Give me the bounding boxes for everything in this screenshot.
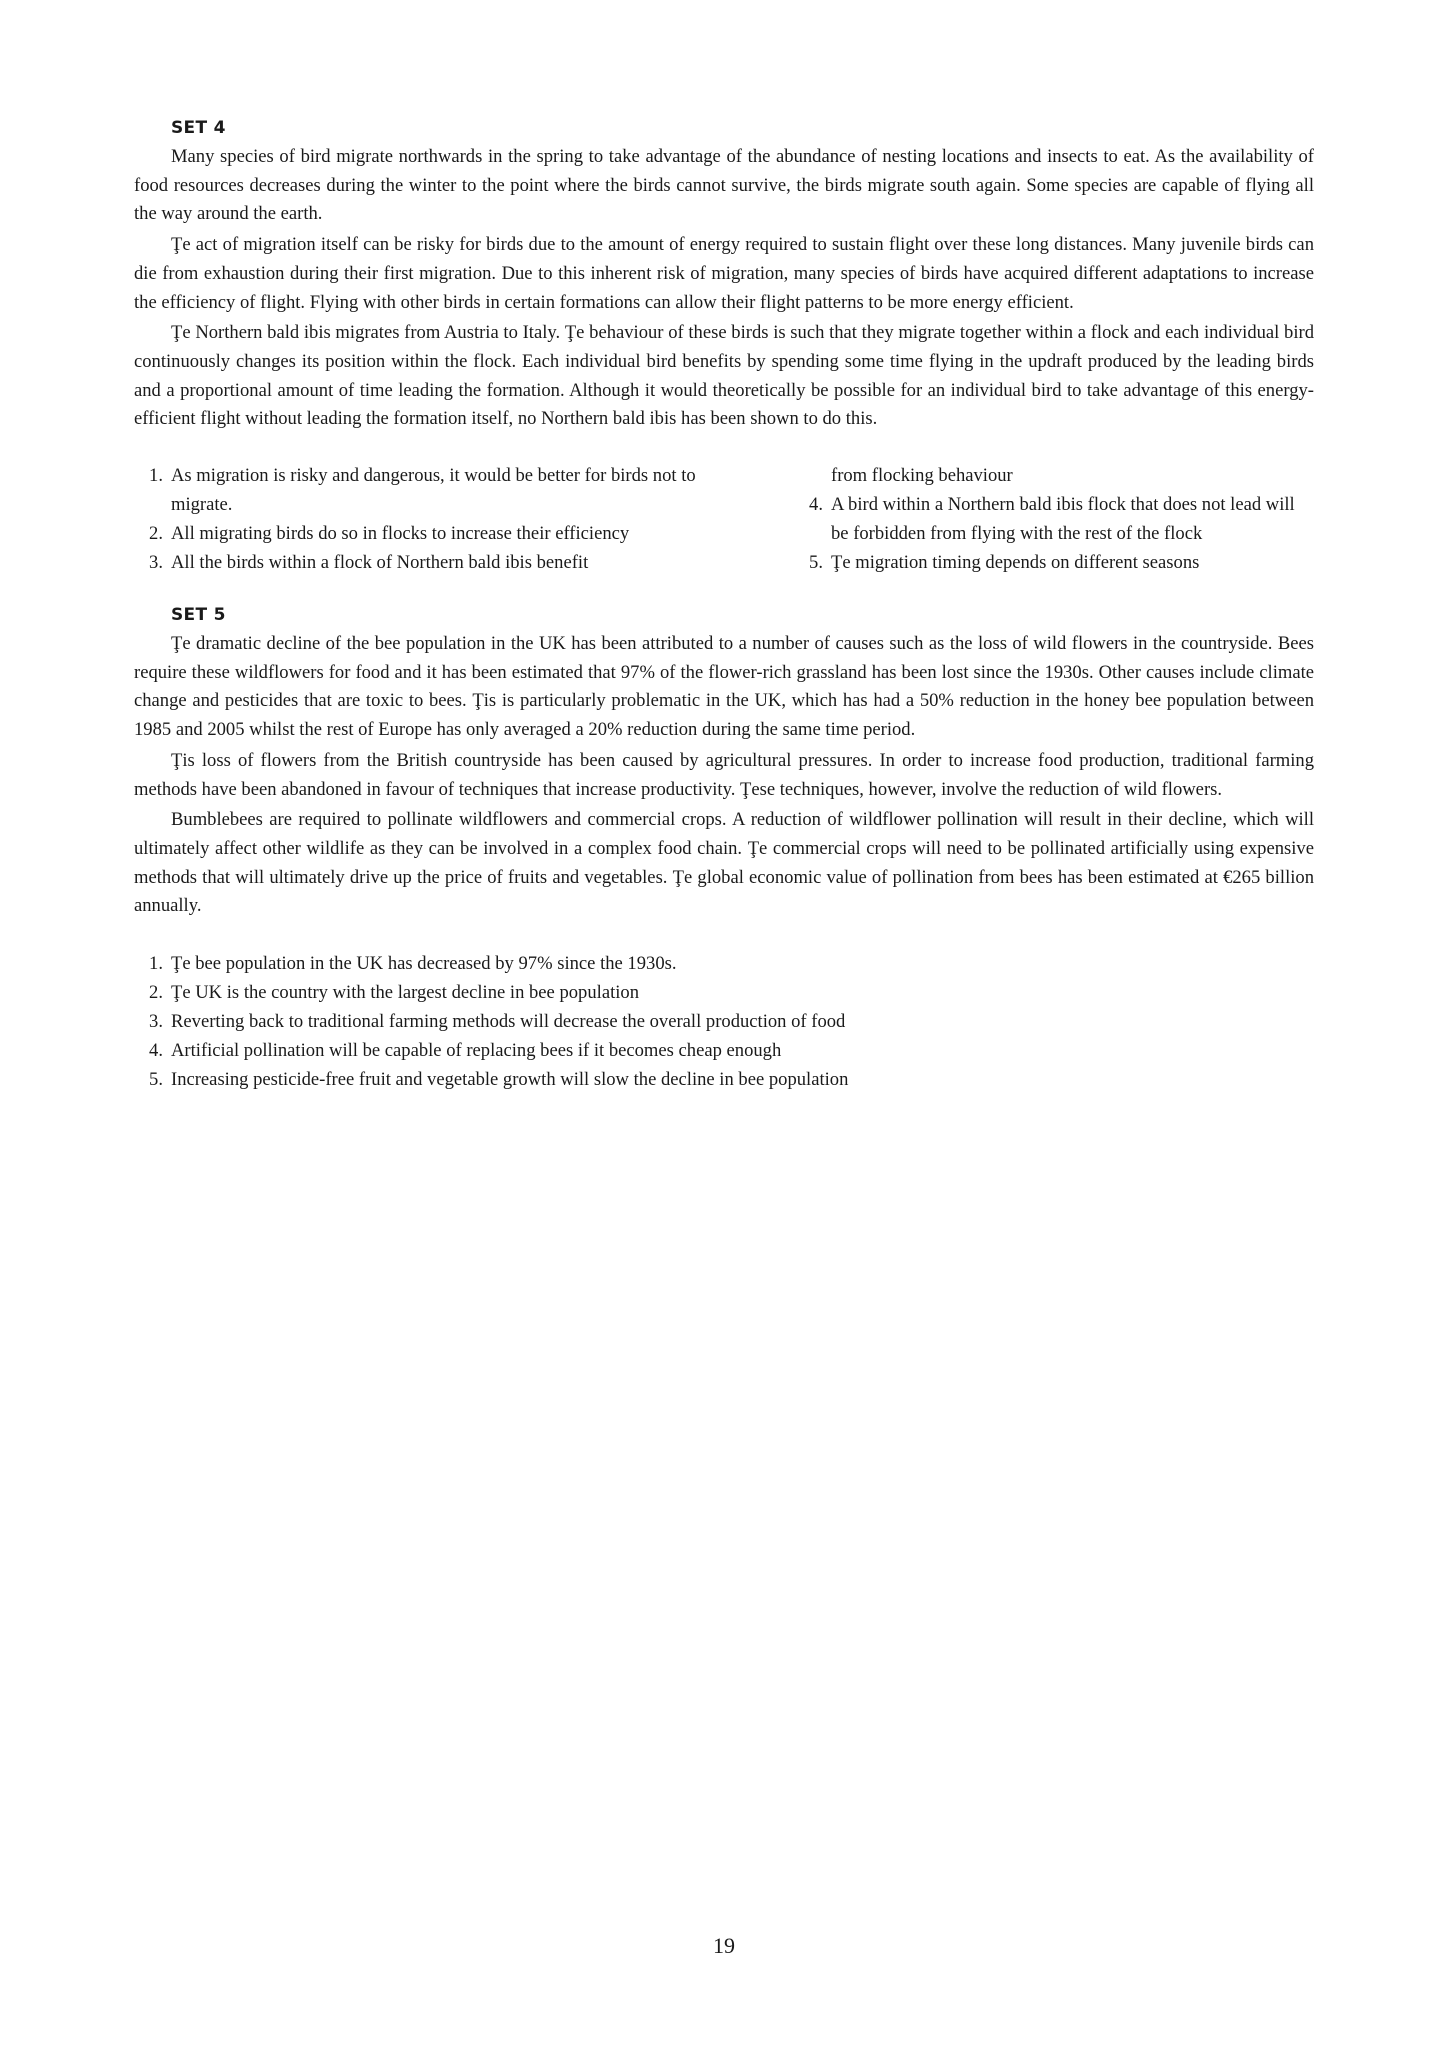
set-5-statements bbox=[134, 949, 1314, 1094]
statements-right-column bbox=[794, 461, 1314, 577]
set-4-paragraph: Many species of bird migrate northwards in the spring to take advantage of the abundance of nesting locations and insects to eat. As the availability of food resources decreases during the winter to the point where the birds cannot survive, the birds migrate south again. Some species are capable of flying all the way around the earth. bbox=[134, 146, 1314, 225]
statement-text: A bird within a Northern bald ibis flock that does not lead will be forbidden from flying with the rest of the flock bbox=[831, 494, 1295, 545]
statement-text: Artificial pollination will be capable of replacing bees if it becomes cheap enough bbox=[171, 1040, 782, 1062]
statement-item bbox=[794, 490, 1314, 548]
statement-text: As migration is risky and dangerous, it would be better for birds not to migrate. bbox=[171, 465, 696, 516]
statement-text: All the birds within a flock of Northern bald ibis benefit bbox=[171, 552, 589, 574]
set-4-section bbox=[134, 118, 1314, 577]
set-5-section bbox=[134, 605, 1314, 1094]
statement-number: 5. bbox=[809, 552, 823, 574]
statement-number: 3. bbox=[149, 1011, 163, 1033]
statement-item bbox=[134, 548, 699, 577]
set-5-heading: SET 5 bbox=[171, 605, 226, 626]
statement-item bbox=[134, 1036, 1314, 1065]
statement-number: 3. bbox=[149, 552, 163, 574]
statement-number: 1. bbox=[149, 953, 163, 975]
statement-text: Increasing pesticide-free fruit and vegetable growth will slow the decline in bee population bbox=[171, 1069, 849, 1091]
set-4-paragraph: Ţe act of migration itself can be risky for birds due to the amount of energy required to sustain flight over these long distances. Many juvenile birds can die from exhaustion during their first migration. Due to this inherent risk of migration, many species of birds have acquired different adaptations to increase the efficiency of flight. Flying with other birds in certain formations can allow their flight patterns to be more energy efficient. bbox=[134, 234, 1314, 313]
statement-item bbox=[134, 519, 699, 548]
set-4-statements bbox=[134, 461, 1314, 577]
statement-number: 5. bbox=[149, 1069, 163, 1091]
statement-item bbox=[134, 461, 699, 519]
statement-item bbox=[134, 978, 1314, 1007]
statement-text: Ţe migration timing depends on different seasons bbox=[831, 552, 1200, 574]
statement-item bbox=[134, 1007, 1314, 1036]
statement-number: 1. bbox=[149, 465, 163, 487]
statement-continuation: from flocking behaviour bbox=[831, 465, 1013, 487]
set-4-heading: SET 4 bbox=[171, 118, 226, 138]
set-5-paragraph: Bumblebees are required to pollinate wildflowers and commercial crops. A reduction of wildflower pollination will result in their decline, which will ultimately affect other wildlife as they can be involved in a complex food chain. Ţe commercial crops will need to be pollinated artificially using expensive methods that will ultimately drive up the price of fruits and vegetables. Ţe global economic value of pollination from bees has been estimated at €265 billion annually. bbox=[134, 809, 1314, 917]
statement-number: 4. bbox=[149, 1040, 163, 1062]
set-5-paragraph: Ţe dramatic decline of the bee population in the UK has been attributed to a number of causes such as the loss of wild flowers in the countryside. Bees require these wildflowers for food and it has been estimated that 97% of the flower-rich grassland has been lost since the 1930s. Other causes include climate change and pesticides that are toxic to bees. Ţis is particularly problematic in the UK, which has had a 50% reduction in the honey bee population between 1985 and 2005 whilst the rest of Europe has only averaged a 20% reduction during the same time period. bbox=[134, 633, 1314, 741]
statement-number: 4. bbox=[809, 494, 823, 516]
statement-text: Ţe UK is the country with the largest decline in bee population bbox=[171, 982, 639, 1004]
statement-number: 2. bbox=[149, 523, 163, 545]
statement-text: All migrating birds do so in flocks to increase their efficiency bbox=[171, 523, 630, 545]
page-number: 19 bbox=[713, 1933, 735, 1958]
statement-text: Ţe bee population in the UK has decreased by 97% since the 1930s. bbox=[171, 953, 677, 975]
statements-left-column bbox=[134, 461, 699, 577]
statement-number: 2. bbox=[149, 982, 163, 1004]
statement-item bbox=[794, 548, 1314, 577]
page-content bbox=[134, 118, 1314, 1094]
set-4-paragraph: Ţe Northern bald ibis migrates from Austria to Italy. Ţe behaviour of these birds is such that they migrate together within a flock and each individual bird continuously changes its position within the flock. Each individual bird benefits by spending some time flying in the updraft produced by the leading birds and a proportional amount of time leading the formation. Although it would theoretically be possible for an individual bird to take advantage of this energy-efficient flight without leading the formation itself, no Northern bald ibis has been shown to do this. bbox=[134, 322, 1314, 430]
set-5-paragraph: Ţis loss of flowers from the British countryside has been caused by agricultural pressures. In order to increase food production, traditional farming methods have been abandoned in favour of techniques that increase productivity. Ţese techniques, however, involve the reduction of wild flowers. bbox=[134, 749, 1314, 800]
statement-item bbox=[134, 1065, 1314, 1094]
statement-text: Reverting back to traditional farming methods will decrease the overall production of food bbox=[171, 1011, 846, 1033]
statement-item bbox=[134, 949, 1314, 978]
